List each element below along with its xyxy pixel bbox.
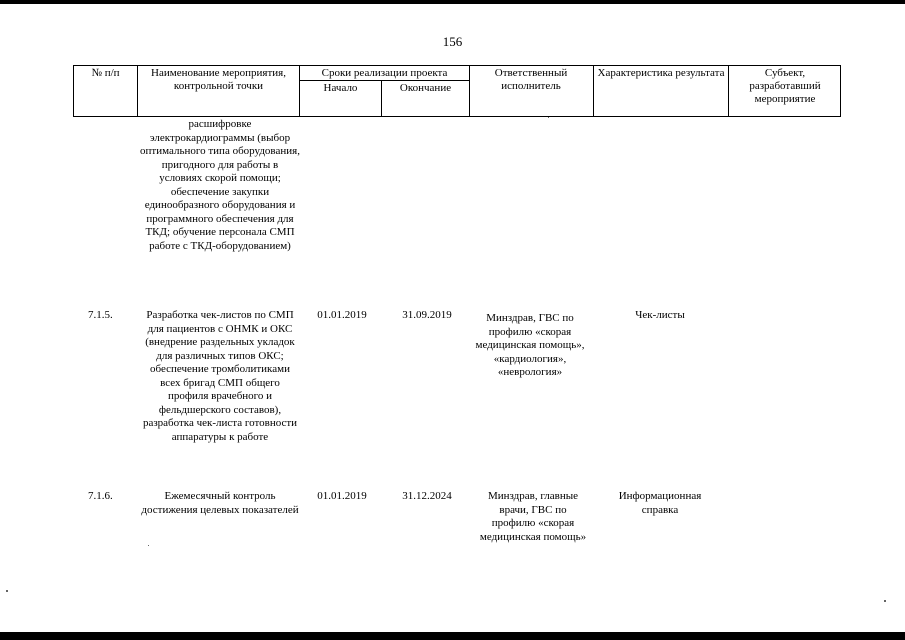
bottom-rule [0,632,905,640]
header-subject: Субъект, разработавший мероприятие [749,67,821,105]
scan-speck [6,590,8,592]
period-underline [299,80,469,81]
row-2-result: Информационная справка [618,490,702,516]
row-2-start: 01.01.2019 [317,490,367,502]
row-1-result: Чек-листы [635,309,685,321]
scan-speck [884,600,886,602]
column-divider [469,66,470,116]
row-2-responsible: Минздрав, главные врачи, ГВС по профилю «скорая медицинская помощь» [479,490,587,543]
header-start: Начало [323,82,358,94]
row-2-end: 31.12.2024 [402,490,452,502]
top-rule [0,0,905,4]
header-name: Наименование мероприятия, контрольной точки [151,67,286,92]
row-1-name: Разработка чек-листов по СМП для пациентов с ОНМК и ОКС (внедрение раздельных укладок для различных типов ОКС; обеспечение тромболитиками всех бригад СМП общего профиля врачебного и фельдшерского составов), разработка чек-листа готовности аппаратуры к работе [142,309,298,443]
row-2-name: Ежемесячный контроль достижения целевых показателей [141,490,299,516]
table-header [73,65,841,117]
header-period: Сроки реализации проекта [321,67,448,79]
header-result: Характеристика результата [597,67,725,79]
header-responsible: Ответственный исполнитель [494,67,568,92]
header-end: Окончание [399,82,452,94]
row-0-name: расшифровке электрокардиограммы (выбор оптимального типа оборудования, пригодного для работы в условиях скорой помощи; обеспечение закупки единообразного оборудования и программного обеспечения для ТКД; обучение персонала СМП работе с ТКД-оборудованием) [140,118,300,252]
row-1-start: 01.01.2019 [317,309,367,321]
row-2-num: 7.1.6. [88,490,113,502]
scan-speck [548,117,549,118]
page-number: 156 [442,34,463,49]
header-num: № п/п [91,67,120,79]
row-1-num: 7.1.5. [88,309,113,321]
row-1-end: 31.09.2019 [402,309,452,321]
row-1-responsible: Минздрав, ГВС по профилю «скорая медицинская помощь», «кардиология», «неврология» [475,312,585,378]
scan-speck [148,545,149,546]
